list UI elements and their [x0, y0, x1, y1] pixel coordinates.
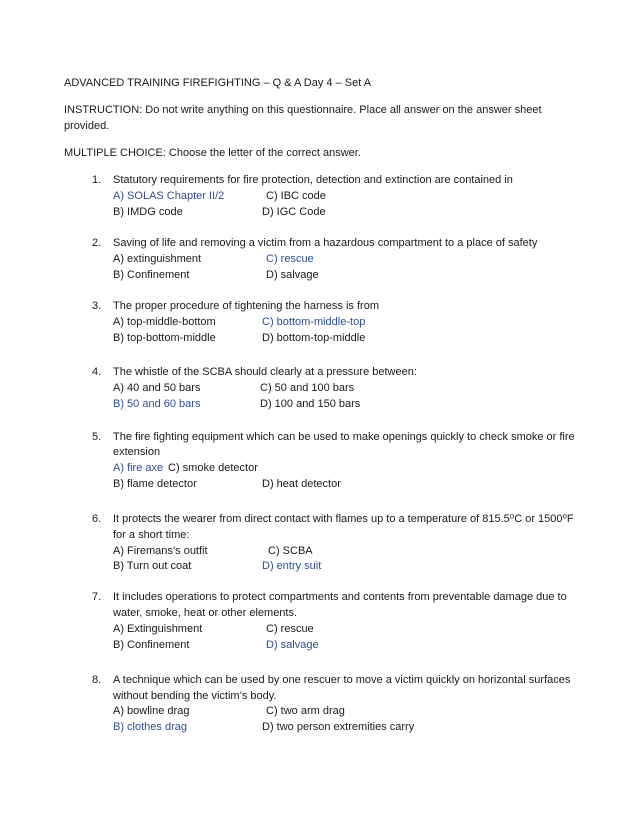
option-c: C) rescue — [266, 623, 314, 635]
question-text-cont: extension — [113, 446, 161, 458]
option-b: B) flame detector — [113, 478, 197, 490]
question-number: 4. — [92, 366, 102, 378]
question-text: A technique which can be used by one rescuer to move a victim quickly on horizontal surfaces — [113, 674, 571, 686]
question-number: 7. — [92, 591, 102, 603]
option-b: B) 50 and 60 bars — [113, 398, 201, 410]
option-b: B) Turn out coat — [113, 560, 192, 572]
question-number: 8. — [92, 674, 102, 686]
question-text: The proper procedure of tightening the harness is from — [113, 300, 379, 312]
question-text: The whistle of the SCBA should clearly at a pressure between: — [113, 366, 417, 378]
option-b: B) IMDG code — [113, 206, 183, 218]
question-text: The fire fighting equipment which can be used to make openings quickly to check smoke or fire — [113, 431, 575, 443]
question-text: Statutory requirements for fire protection, detection and extinction are contained in — [113, 174, 513, 186]
option-b: B) clothes drag — [113, 721, 187, 733]
option-c: C) rescue — [266, 253, 314, 265]
instruction-line-2: provided. — [64, 120, 110, 132]
question-number: 5. — [92, 431, 102, 443]
document-title: ADVANCED TRAINING FIREFIGHTING – Q & A Day 4 – Set A — [64, 77, 372, 89]
question-text: It includes operations to protect compartments and contents from preventable damage due to — [113, 591, 567, 603]
question-number: 6. — [92, 513, 102, 525]
option-a: A) Extinguishment — [113, 623, 203, 635]
option-a: A) bowline drag — [113, 705, 190, 717]
option-a: A) fire axe — [113, 462, 164, 474]
option-a: A) SOLAS Chapter II/2 — [113, 190, 225, 202]
question-text-cont: water, smoke, heat or other elements. — [113, 607, 298, 619]
option-a: A) Firemans’s outfit — [113, 545, 208, 557]
option-a: A) top-middle-bottom — [113, 316, 216, 328]
option-d: D) IGC Code — [262, 206, 326, 218]
question-text-cont: for a short time: — [113, 529, 190, 541]
option-c: C) SCBA — [268, 545, 313, 557]
question-number: 1. — [92, 174, 102, 186]
option-a: A) 40 and 50 bars — [113, 382, 201, 394]
question-number: 2. — [92, 237, 102, 249]
option-c: C) bottom-middle-top — [262, 316, 366, 328]
option-d: D) salvage — [266, 639, 319, 651]
question-text: It protects the wearer from direct contact with flames up to a temperature of 815.5⁰C or 1500⁰F — [113, 513, 574, 525]
instruction-line-1: INSTRUCTION: Do not write anything on this questionnaire. Place all answer on the answer sheet — [64, 104, 542, 116]
question-text-cont: without bending the victim’s body. — [113, 690, 277, 702]
option-c: C) IBC code — [266, 190, 326, 202]
option-b: B) Confinement — [113, 269, 190, 281]
option-d: D) entry suit — [262, 560, 322, 572]
option-d: D) two person extremities carry — [262, 721, 415, 733]
option-d: D) salvage — [266, 269, 319, 281]
option-d: D) 100 and 150 bars — [260, 398, 361, 410]
option-d: D) heat detector — [262, 478, 341, 490]
question-text: Saving of life and removing a victim from a hazardous compartment to a place of safety — [113, 237, 538, 249]
option-c: C) smoke detector — [168, 462, 258, 474]
option-a: A) extinguishment — [113, 253, 202, 265]
option-b: B) Confinement — [113, 639, 190, 651]
option-c: C) 50 and 100 bars — [260, 382, 355, 394]
question-number: 3. — [92, 300, 102, 312]
option-d: D) bottom-top-middle — [262, 332, 366, 344]
option-b: B) top-bottom-middle — [113, 332, 216, 344]
multiple-choice-heading: MULTIPLE CHOICE: Choose the letter of the correct answer. — [64, 147, 361, 159]
option-c: C) two arm drag — [266, 705, 345, 717]
